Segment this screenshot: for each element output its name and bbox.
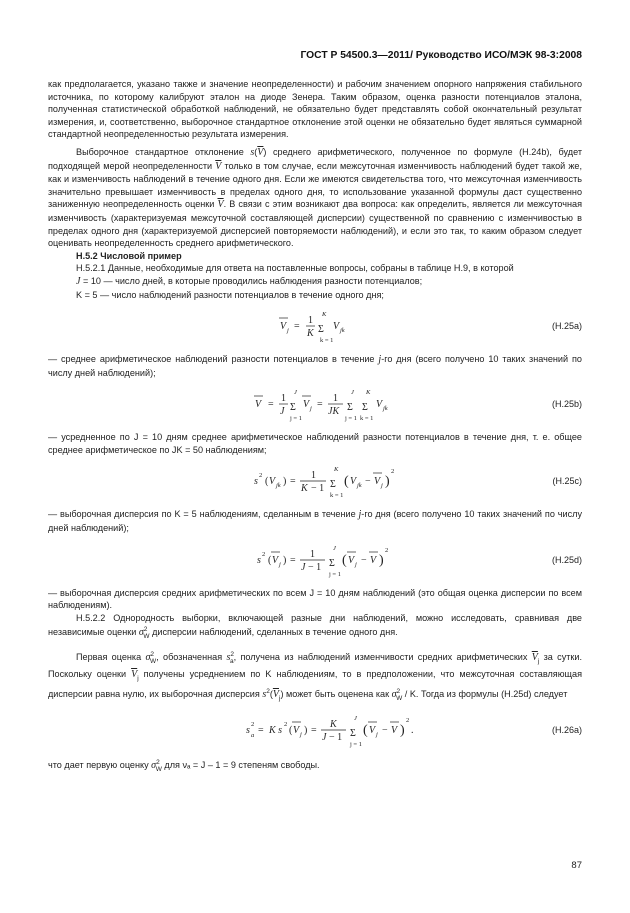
svg-text:K: K [366, 389, 371, 397]
paragraph: — среднее арифметическое наблюдений разности потенциалов в течение j-го дня (всего получено 10 таких значений по числу дней наблюдений); [48, 354, 582, 378]
svg-text:K: K [330, 719, 337, 731]
svg-text:): ) [304, 725, 308, 737]
page-number: 87 [571, 860, 582, 871]
equation-number: (H.26a) [551, 725, 582, 736]
svg-text:K s: K s [269, 725, 283, 737]
svg-text:.: . [411, 725, 414, 737]
svg-text:s: s [257, 554, 261, 566]
svg-text:k = 1: k = 1 [320, 337, 334, 345]
svg-text:1: 1 [333, 393, 338, 405]
page-header: ГОСТ Р 54500.3—2011/ Руководство ИСО/МЭК 98-3:2008 [300, 50, 582, 61]
svg-text:(: ( [342, 552, 347, 568]
paragraph: — выборочная дисперсия средних арифметических по всем J = 10 дням наблюдений (это общая оценка дисперсии по всем наблюдениям). [48, 587, 582, 611]
svg-text:1: 1 [311, 470, 316, 482]
svg-text:jk: jk [357, 482, 362, 490]
svg-text:V: V [280, 321, 287, 333]
svg-text:=: = [290, 476, 296, 488]
svg-text:j = 1: j = 1 [345, 415, 357, 423]
svg-text:(: ( [363, 723, 368, 739]
svg-text:jk: jk [340, 327, 345, 335]
svg-text:V: V [370, 554, 377, 566]
svg-text:Σ: Σ [330, 479, 336, 491]
svg-text:J: J [351, 389, 354, 397]
svg-text:Σ: Σ [350, 728, 356, 740]
svg-text:J: J [333, 544, 336, 552]
svg-text:JK: JK [328, 406, 340, 418]
svg-text:): ) [400, 723, 405, 739]
svg-text:V: V [350, 476, 357, 488]
svg-text:): ) [283, 554, 287, 566]
paragraph: — выборочная дисперсия по K = 5 наблюдениям, сделанным в течение j-го дня (всего получено 10 таких значений по числу дней наблюдений); [48, 509, 582, 534]
svg-text:k = 1: k = 1 [330, 492, 344, 500]
svg-text:−: − [361, 554, 367, 566]
svg-text:K: K [334, 466, 339, 474]
svg-text:V: V [391, 725, 398, 737]
paragraph: — усредненное по J = 10 дням среднее арифметическое наблюдений разности потенциалов в течение дня, т. е. общее среднее арифметическое по JK = 50 наблюдениям; [48, 432, 582, 455]
svg-text:j: j [381, 482, 383, 490]
paragraph: Выборочное стандартное отклонение $s(\overline{V})$ среднего арифметического, полученное по формуле (H.24b), будет подходящей мерой неопределенности $\overline{V}$ только в том случае, если межсуточная изменчивость наблюдений будет такой же, как и изменчивость наблюдений в течение одного дня. Если же имеются свидетельства того, что межсуточная изменчивость значительно превышает изменчивость в пределах одного дня, то использование указанной формулы даст существенно заниженную неопределенность оценки $\overline{V}$. В связи с этим возникают два вопроса: как определить, является ли межсуточная изменчивость (характеризуемая межсуточной составляющей дисперсии) существенной по сравнению с изменчивостью в пределах одного дня (характеризуемой дисперсией повторяемости наблюдений), и если это так, то каким образом следует оценивать неопределенность среднего арифметического. [48, 146, 582, 249]
svg-text:j: j [300, 731, 302, 739]
equation-h25d [48, 541, 582, 581]
svg-text:2: 2 [284, 721, 288, 729]
svg-text:V: V [255, 399, 262, 411]
svg-text:=: = [268, 399, 274, 411]
document-body [48, 78, 582, 777]
svg-text:V: V [369, 725, 376, 737]
svg-text:j: j [376, 731, 378, 739]
svg-text:=: = [294, 321, 300, 333]
svg-text:k = 1: k = 1 [360, 415, 374, 423]
equation-number: (H.25a) [551, 321, 582, 332]
svg-text:jk: jk [383, 405, 388, 413]
svg-text:J: J [280, 406, 285, 418]
svg-text:(: ( [268, 554, 272, 566]
svg-text:Σ: Σ [318, 324, 324, 336]
svg-text:(: ( [344, 474, 349, 490]
paragraph: Первая оценка $\sigma^2_W$, обозначенная $s^2_a$, получена из наблюдений изменчивости средних арифметических $\overline{V}_j$ за сутки. Поскольку оценки $\overline{V}_j$ получены усреднением по K наблюдениям, то в предположении, что межсуточная составляющая дисперсии равна нулю, их выборочная дисперсия $s^2(\overline{V}_j)$ может быть оценена как $\sigma^2_W$ / K. Тогда из формулы (H.25d) следует [48, 650, 583, 702]
svg-text:−: − [382, 725, 388, 737]
svg-text:=: = [317, 399, 323, 411]
svg-text:2: 2 [251, 721, 255, 729]
svg-text:−: − [365, 476, 371, 488]
svg-text:s: s [254, 476, 258, 488]
svg-text:V: V [293, 725, 300, 737]
svg-text:): ) [283, 476, 287, 488]
equation-number: (H.25d) [551, 554, 582, 565]
svg-text:j = 1: j = 1 [350, 741, 362, 749]
svg-text:V: V [333, 321, 340, 333]
svg-text:jk: jk [276, 482, 281, 490]
svg-text:2: 2 [406, 717, 410, 725]
formula [252, 462, 412, 502]
equation-h25a [48, 307, 582, 347]
svg-text:V: V [348, 554, 355, 566]
svg-text:Σ: Σ [329, 557, 335, 569]
svg-text:Σ: Σ [290, 402, 296, 414]
svg-text:j = 1: j = 1 [290, 415, 302, 423]
svg-text:j: j [355, 560, 357, 568]
svg-text:Σ: Σ [362, 402, 368, 414]
svg-text:j: j [287, 327, 289, 335]
svg-text:2: 2 [391, 468, 395, 476]
svg-text:(: ( [265, 476, 269, 488]
svg-text:j = 1: j = 1 [329, 570, 341, 578]
formula [278, 307, 398, 347]
svg-text:): ) [379, 552, 384, 568]
svg-text:=: = [311, 725, 317, 737]
svg-text:1: 1 [308, 315, 313, 327]
paragraph: H.5.2.1 Данные, необходимые для ответа на поставленные вопросы, собраны в таблице H.9, в которой [76, 263, 514, 274]
svg-text:− 1: − 1 [329, 732, 343, 744]
svg-text:s: s [246, 725, 250, 737]
paragraph: как предполагается, указано также и значение неопределенности) и рабочим значением опорного напряжения стабильного источника, по которому калибруют эталон на диоде Зенера. Таким образом, оценка разности потенциалов эталона, полученная статистической обработкой наблюдений, не обязательно будет представлять собой окончательный результат измерения, и, соответственно, выборочное стандартное отклонение этой оценки не обязательно будет являться суммарной стандартной неопределенностью результата измерения. [48, 79, 582, 140]
equation-h25c [48, 462, 582, 502]
svg-text:2: 2 [259, 472, 263, 480]
formula [244, 711, 424, 751]
formula [255, 541, 415, 581]
svg-text:J: J [354, 715, 357, 723]
svg-text:Σ: Σ [347, 402, 353, 414]
svg-text:V: V [272, 554, 279, 566]
svg-text:− 1: − 1 [308, 561, 322, 573]
section-heading: H.5.2 Числовой пример [76, 250, 182, 261]
equation-h25b [48, 385, 582, 425]
svg-text:): ) [385, 474, 390, 490]
svg-text:j: j [279, 560, 281, 568]
svg-text:J: J [301, 561, 306, 573]
svg-text:V: V [269, 476, 276, 488]
equation-number: (H.25b) [551, 399, 582, 410]
svg-text:J: J [294, 389, 297, 397]
formula [253, 385, 413, 425]
svg-text:j: j [310, 405, 312, 413]
svg-text:(: ( [289, 725, 293, 737]
svg-text:=: = [290, 554, 296, 566]
svg-text:K: K [322, 311, 327, 319]
svg-text:− 1: − 1 [311, 483, 325, 495]
paragraph: H.5.2.2 Однородность выборки, включающей разные дни наблюдений, можно исследовать, сравнивая две независимые оценки $\sigma^2_W$ дисперсии наблюдений, сделанных в течение одного дня. [48, 612, 582, 641]
svg-text:V: V [376, 399, 383, 411]
paragraph: J = 10 — число дней, в которые проводились наблюдения разности потенциалов; [76, 275, 423, 287]
equation-number: (H.25c) [552, 476, 582, 487]
svg-text:1: 1 [310, 548, 315, 560]
svg-text:K: K [307, 328, 314, 340]
svg-text:2: 2 [262, 550, 266, 558]
svg-text:V: V [374, 476, 381, 488]
svg-text:K: K [301, 483, 308, 495]
paragraph: K = 5 — число наблюдений разности потенциалов в течение одного дня; [76, 289, 384, 300]
svg-text:=: = [258, 725, 264, 737]
equation-h26a [48, 711, 582, 751]
svg-text:J: J [322, 732, 327, 744]
svg-text:1: 1 [281, 393, 286, 405]
paragraph: что дает первую оценку $\sigma^2_W$ для νₐ = J – 1 = 9 степеням свободы. [48, 759, 320, 773]
svg-text:2: 2 [385, 546, 389, 554]
svg-text:a: a [251, 732, 255, 740]
svg-text:V: V [303, 399, 310, 411]
